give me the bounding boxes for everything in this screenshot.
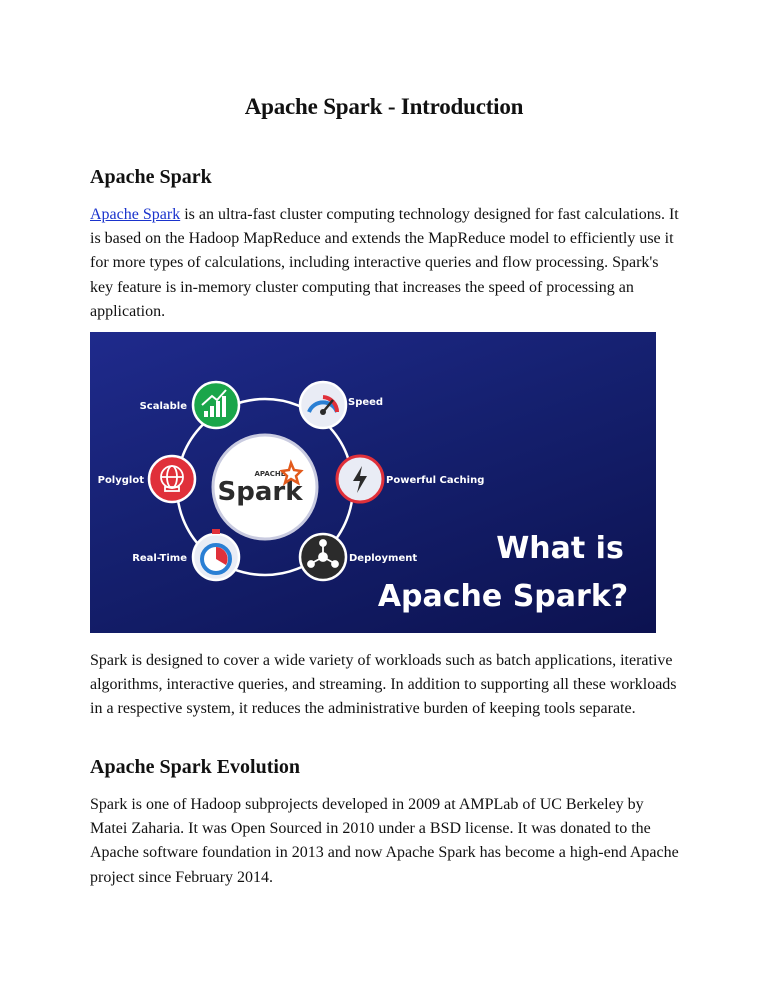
feature-speed <box>300 382 383 428</box>
banner-headline-line2: Apache Spark? <box>377 579 629 614</box>
section-heading-apache-spark: Apache Spark <box>90 166 212 188</box>
feature-scalable <box>140 382 239 428</box>
intro-paragraph <box>90 203 680 324</box>
logo-apache-text: APACHE <box>254 470 286 478</box>
label-polyglot: Polyglot <box>97 475 144 486</box>
section-heading-evolution: Apache Spark Evolution <box>90 756 301 778</box>
label-deployment: Deployment <box>349 553 418 564</box>
logo-spark-text: Spark <box>217 477 303 507</box>
label-scalable: Scalable <box>139 401 187 412</box>
what-is-spark-banner <box>90 332 656 633</box>
intro-paragraph-text: is an ultra-fast cluster computing technology designed for fast calculations. It is based on the Hadoop MapReduce and extends the MapReduce model to efficiently use it for more types of calculations, including interactive queries and flow processing. Spark's key feature is in-memory cluster computing that increases the speed of processing an application. <box>90 206 679 320</box>
banner-headline-line1: What is <box>496 531 624 566</box>
label-powerful-caching: Powerful Caching <box>386 475 485 486</box>
evolution-paragraph: Spark is one of Hadoop subprojects developed in 2009 at AMPLab of UC Berkeley by Matei Zaharia. It was Open Sourced in 2010 under a BSD license. It was donated to the Apache software foundation in 2013 and now Apache Spark has become a high-end Apache project since February 2014. <box>90 796 679 886</box>
feature-real-time <box>132 529 239 580</box>
feature-powerful-caching <box>337 456 484 502</box>
feature-polyglot <box>98 456 195 502</box>
workloads-paragraph: Spark is designed to cover a wide variety of workloads such as batch applications, iterative algorithms, interactive queries, and streaming. In addition to supporting all these workloads in a respective system, it reduces the administrative burden of keeping tools separate. <box>90 652 677 718</box>
feature-deployment <box>300 534 417 580</box>
label-speed: Speed <box>348 397 384 408</box>
spark-logo <box>213 435 317 539</box>
apache-spark-link[interactable]: Apache Spark <box>90 206 181 223</box>
label-real-time: Real-Time <box>132 553 187 564</box>
document-title: Apache Spark - Introduction <box>244 94 524 119</box>
